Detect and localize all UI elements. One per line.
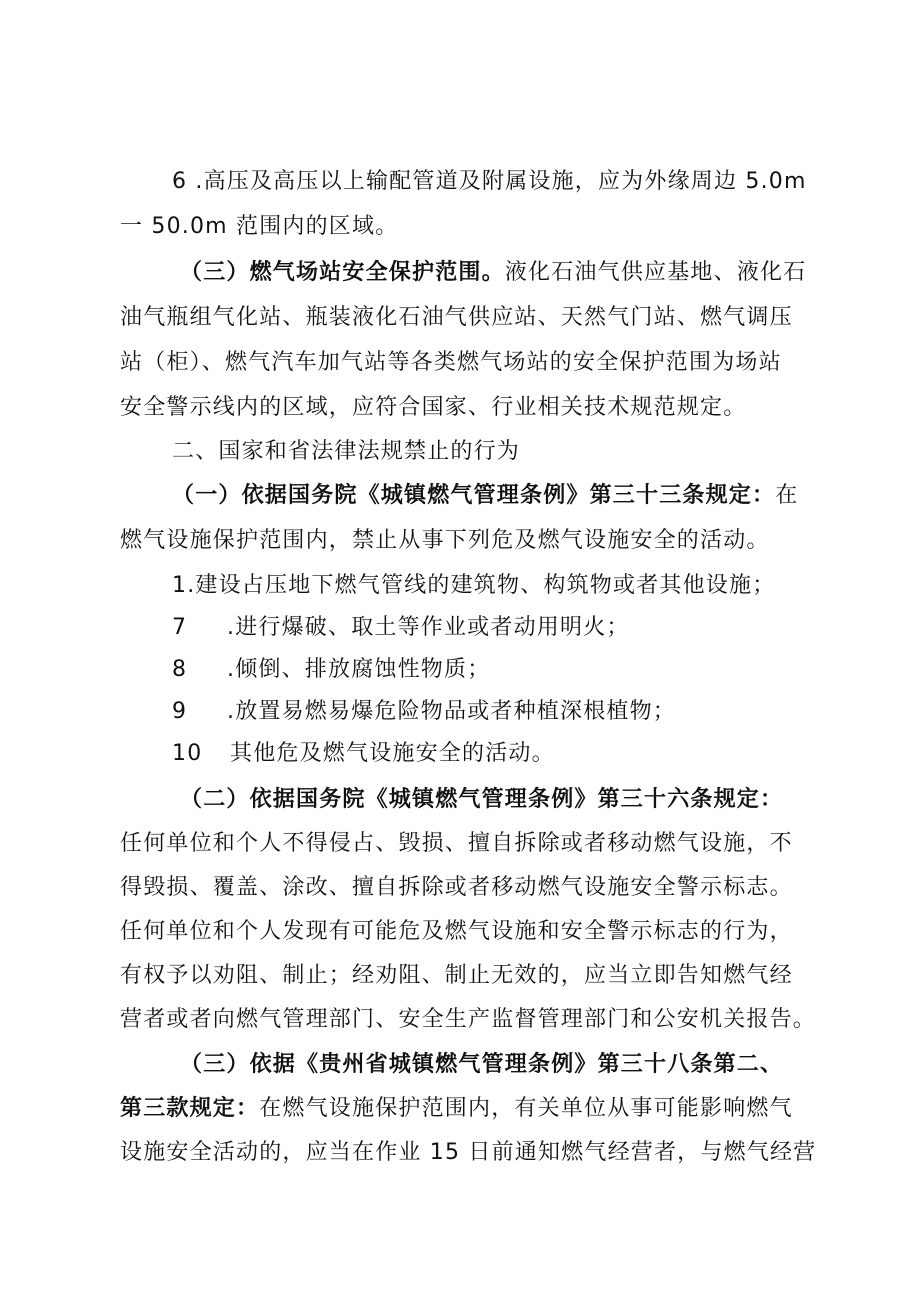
sub1-title-tail: 在 [775, 483, 799, 508]
item6-line1: 6 .高压及高压以上输配管道及附属设施，应为外缘周边 5.0m [172, 169, 807, 194]
sub2-title: （二）依据国务院《城镇燃气管理条例》第三十六条规定： [180, 787, 784, 812]
list-item-text: 其他危及燃气设施安全的活动。 [230, 741, 555, 766]
item3-line2: 油气瓶组气化站、瓶装液化石油气供应站、天然气门站、燃气调压 [120, 305, 793, 330]
item3-line3: 站（柜）、燃气汽车加气站等各类燃气场站的安全保护范围为场站 [120, 350, 782, 375]
list-item [172, 739, 555, 769]
item3-line1: 液化石油气供应基地、液化石 [504, 260, 807, 285]
list-item-text: .建设占压地下燃气管线的建筑物、构筑物或者其他设施； [187, 573, 776, 598]
list-item-text: .放置易燃易爆危险物品或者种植深根植物； [227, 699, 676, 724]
list-item-number: 10 [172, 741, 203, 766]
item3-paragraph-first-line [180, 258, 806, 288]
sub2-line: 任何单位和个人不得侵占、毁损、擅自拆除或者移动燃气设施，不 [120, 831, 793, 856]
sub2-line: 营者或者向燃气管理部门、安全生产监督管理部门和公安机关报告。 [120, 1007, 817, 1032]
sub1-title-line [172, 481, 798, 511]
list-item [172, 571, 775, 601]
sub2-line: 得毁损、覆盖、涂改、擅自拆除或者移动燃气设施安全警示标志。 [120, 875, 793, 900]
list-item-number: 1 [172, 573, 188, 598]
item3-title: （三）燃气场站安全保护范围。 [180, 260, 505, 285]
item6-line2: 一 50.0m 范围内的区域。 [120, 214, 399, 239]
sub2-line: 有权予以劝阻、制止；经劝阻、制止无效的，应当立即告知燃气经 [120, 963, 793, 988]
list-item [172, 613, 630, 643]
sub3-line3: 设施安全活动的，应当在作业 15 日前通知燃气经营者，与燃气经营 [120, 1140, 817, 1165]
sub1-title: （一）依据国务院《城镇燃气管理条例》第三十三条规定： [172, 483, 776, 508]
list-item-number: 9 [172, 699, 188, 724]
sub3-line2 [120, 1094, 793, 1124]
list-item [172, 697, 676, 727]
sub2-line: 任何单位和个人发现有可能危及燃气设施和安全警示标志的行为， [120, 919, 793, 944]
list-item-number: 8 [172, 657, 188, 682]
list-item-text: .进行爆破、取土等作业或者动用明火； [227, 615, 630, 640]
list-item-text: .倾倒、排放腐蚀性物质； [227, 657, 491, 682]
sub3-title-line2: 第三款规定： [120, 1096, 260, 1121]
list-item [172, 655, 490, 685]
sub3-line2-tail: 在燃气设施保护范围内，有关单位从事可能影响燃气 [259, 1096, 793, 1121]
list-item-number: 7 [172, 615, 188, 640]
sub3-title-line1: （三）依据《贵州省城镇燃气管理条例》第三十八条第二、 [180, 1052, 784, 1077]
sub1-line2: 燃气设施保护范围内，禁止从事下列危及燃气设施安全的活动。 [120, 528, 770, 553]
item3-line4: 安全警示线内的区域，应符合国家、行业相关技术规范规定。 [120, 395, 747, 420]
section-heading-prohibited: 二、国家和省法律法规禁止的行为 [172, 439, 521, 464]
